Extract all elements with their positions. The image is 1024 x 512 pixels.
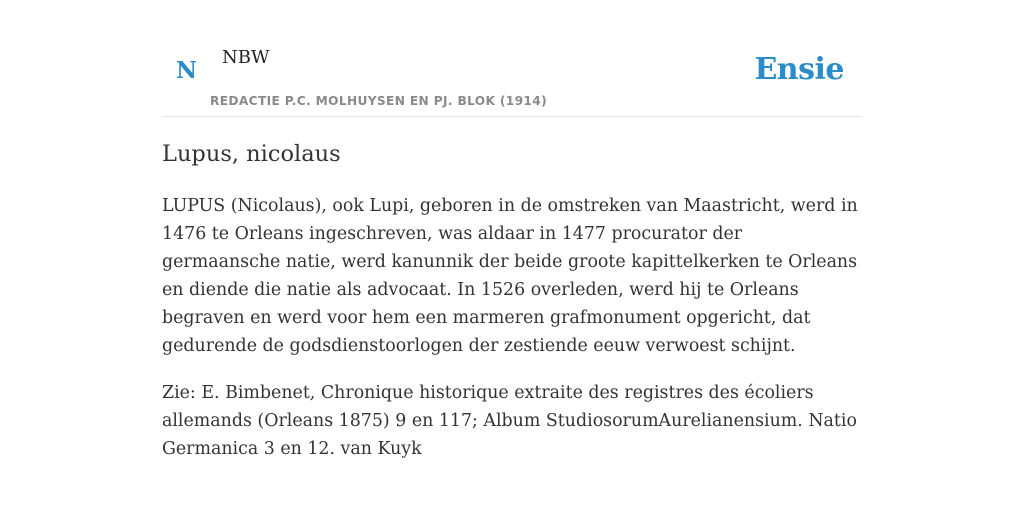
article-title: Lupus, nicolaus: [162, 141, 341, 167]
article-reference: Zie: E. Bimbenet, Chronique historique extraite des registres des écoliers allemands (Orleans 1875) 9 en 117; Album StudiosorumAurelianensium. Natio Germanica 3 en 12. van Kuyk: [162, 383, 857, 459]
source-logo[interactable]: N: [176, 57, 198, 84]
brand-logo[interactable]: Ensie: [754, 52, 844, 87]
article-paragraph: LUPUS (Nicolaus), ook Lupi, geboren in de omstreken van Maastricht, werd in 1476 te Orleans ingeschreven, was aldaar in 1477 procurator der germaansche natie, werd kanunnik der beide groote kapittelkerken te Orleans en diende die natie als advocaat. In 1526 overleden, werd hij te Orleans begraven en werd voor hem een marmeren grafmonument opgericht, dat gedurende de godsdienstoorlogen der zestiende eeuw verwoest schijnt.: [162, 196, 858, 356]
source-title[interactable]: NBW: [222, 47, 270, 68]
page-header: [162, 0, 862, 117]
source-subtitle: REDACTIE P.C. MOLHUYSEN EN PJ. BLOK (1914): [210, 94, 548, 108]
article-body: [162, 192, 862, 482]
